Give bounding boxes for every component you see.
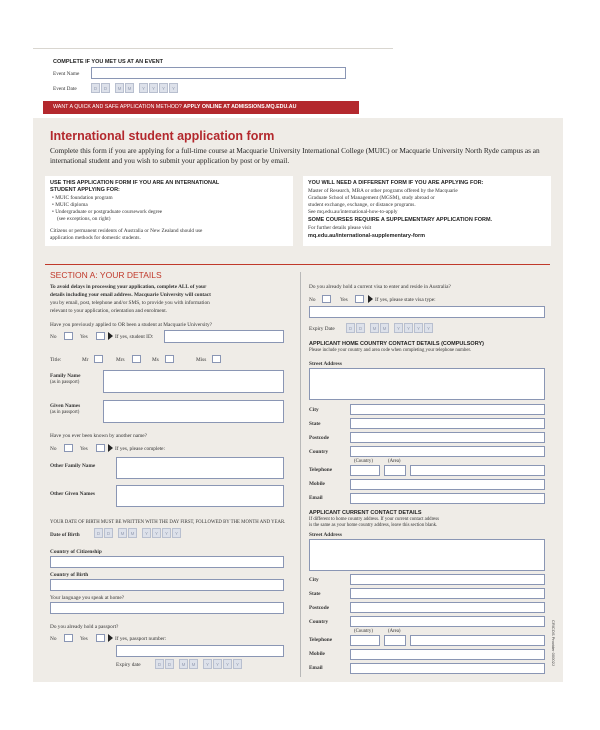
visa-type-label: If yes, please state visa type: [375,297,436,303]
passport-number-field[interactable] [116,645,284,657]
date-cell[interactable]: Y [152,528,161,538]
home-email-field[interactable] [350,493,545,504]
mobile-label: Mobile [309,481,325,487]
right-info-box [303,176,551,246]
if-yes-complete-label: If yes, please complete: [115,446,166,452]
current-phone-country-field[interactable] [350,635,380,646]
arrow-icon [368,295,373,303]
current-postcode-field[interactable] [350,602,545,613]
date-cell[interactable]: Y [223,659,232,669]
no-label: No [50,636,57,642]
date-cell[interactable]: D [104,528,113,538]
home-city-field[interactable] [350,404,545,415]
left-info-bullet: • Undergraduate or postgraduate coursework degree [52,209,163,215]
prev-applied-no-checkbox[interactable] [64,332,73,340]
ms-label: Ms [152,357,159,363]
date-cell[interactable]: M [115,83,124,93]
avoid-text: To avoid delays in processing your application, complete ALL of your [50,284,207,290]
provider-code: CRICOS Provider 00002J [551,620,556,666]
current-contact-note: is the same as your home country address, leave this section blank. [309,523,438,528]
street-address-label: Street Address [309,532,342,538]
date-cell[interactable]: M [380,323,389,333]
left-info-note1: Citizens or permanent residents of Australia or New Zealand should use [50,228,203,234]
right-info-heading: YOU WILL NEED A DIFFERENT FORM IF YOU ARE APPLYING FOR: [308,180,484,186]
date-cell[interactable]: Y [162,528,171,538]
section-rule [45,264,550,265]
other-given-names-label: Other Given Names [50,491,95,497]
left-info-note2: application methods for domestic students. [50,235,141,241]
column-divider [300,272,301,677]
email-label: Email [309,665,323,671]
home-contact-heading: APPLICANT HOME COUNTRY CONTACT DETAILS (COMPULSORY) [309,341,484,347]
event-name-label: Event Name [53,71,80,77]
banner-link[interactable]: APPLY ONLINE AT ADMISSIONS.MQ.EDU.AU [183,104,297,110]
date-cell[interactable]: M [370,323,379,333]
event-heading: COMPLETE IF YOU MET US AT AN EVENT [53,59,164,65]
top-divider [33,48,393,49]
passport-number-label: If yes, passport number: [115,636,167,642]
city-label: City [309,407,319,413]
date-cell[interactable]: Y [142,528,151,538]
right-info-link[interactable]: See mq.edu.au/international-how-to-apply [308,209,398,215]
city-label: City [309,577,319,583]
yes-label: Yes [340,297,348,303]
apply-online-banner[interactable] [43,101,359,114]
country-code-label: (Country) [354,459,373,464]
section-a-title: SECTION A: YOUR DETAILS [50,270,162,280]
left-info-box [45,176,293,246]
title-label: Title: [50,357,62,363]
visa-type-field[interactable] [309,306,545,318]
mrs-label: Mrs [116,357,125,363]
home-phone-number-field[interactable] [410,465,545,476]
date-cell[interactable]: Y [213,659,222,669]
current-phone-area-field[interactable] [384,635,406,646]
date-cell[interactable]: M [118,528,127,538]
date-cell[interactable]: M [189,659,198,669]
arrow-icon [108,332,113,340]
citizenship-label: Country of Citizenship [50,549,102,555]
dob-label: Date of Birth [50,532,80,538]
mobile-label: Mobile [309,651,325,657]
current-mobile-field[interactable] [350,649,545,660]
current-contact-note: If different to home country address. If your current contact address [309,517,440,522]
home-phone-country-field[interactable] [350,465,380,476]
date-cell[interactable]: M [179,659,188,669]
prev-applied-yes-checkbox[interactable] [96,332,105,340]
birth-country-field[interactable] [50,579,284,591]
current-email-field[interactable] [350,663,545,674]
country-label: Country [309,449,329,455]
home-street-address-field[interactable] [309,368,545,400]
date-cell[interactable]: Y [424,323,433,333]
home-country-field[interactable] [350,446,545,457]
banner-text: WANT A QUICK AND SAFE APPLICATION METHOD? [53,104,184,110]
form-title: International student application form [50,129,275,143]
given-names-field[interactable] [103,400,284,423]
date-cell[interactable]: Y [149,83,158,93]
home-phone-area-field[interactable] [384,465,406,476]
language-field[interactable] [50,602,284,614]
home-state-field[interactable] [350,418,545,429]
birth-country-label: Country of Birth [50,572,89,578]
date-cell[interactable]: D [346,323,355,333]
date-cell[interactable]: Y [169,83,178,93]
mr-label: Mr [82,357,89,363]
left-info-bullet: • MUIC foundation program [52,195,113,201]
other-given-names-field[interactable] [116,485,284,507]
passport-no-checkbox[interactable] [64,634,73,642]
language-label: Your language you speak at home? [50,595,125,601]
known-by-no-checkbox[interactable] [64,444,73,452]
current-country-field[interactable] [350,616,545,627]
date-cell[interactable]: D [155,659,164,669]
date-cell[interactable]: D [356,323,365,333]
title-ms-checkbox[interactable] [165,355,174,363]
postcode-label: Postcode [309,435,330,441]
miss-label: Miss [196,357,207,363]
event-date-label: Event Date [53,86,77,92]
area-code-label: (Area) [388,459,401,464]
dob-note: YOUR DATE OF BIRTH MUST BE WRITTEN WITH THE DAY FIRST, FOLLOWED BY THE MONTH AND YEAR. [50,520,286,525]
right-info-line: Master of Research, MBA or other programs offered by the Macquarie [308,188,458,194]
telephone-label: Telephone [309,467,333,473]
state-label: State [309,421,321,427]
event-name-field[interactable] [91,67,346,79]
left-info-heading1: USE THIS APPLICATION FORM IF YOU ARE AN INTERNATIONAL [50,180,220,186]
title-miss-checkbox[interactable] [212,355,221,363]
date-cell[interactable]: Y [404,323,413,333]
expiry-date-label: Expiry date [116,662,141,668]
date-cell[interactable]: M [125,83,134,93]
home-mobile-field[interactable] [350,479,545,490]
title-mrs-checkbox[interactable] [132,355,141,363]
telephone-label: Telephone [309,637,333,643]
current-phone-number-field[interactable] [410,635,545,646]
right-info-subheading: SOME COURSES REQUIRE A SUPPLEMENTARY APPLICATION FORM. [308,217,493,223]
given-names-sub: (as in passport) [50,410,80,415]
family-name-field[interactable] [103,370,284,393]
date-cell[interactable]: M [128,528,137,538]
right-info-link[interactable]: mq.edu.au/international-supplementary-form [308,233,426,239]
date-cell[interactable]: D [165,659,174,669]
home-contact-note: Please include your country and area code when completing your telephone number. [309,348,471,353]
other-family-name-label: Other Family Name [50,463,96,469]
country-code-label: (Country) [354,629,373,634]
left-info-bullet: • MUIC diploma [52,202,88,208]
current-state-field[interactable] [350,588,545,599]
street-address-label: Street Address [309,361,342,367]
state-label: State [309,591,321,597]
passport-yes-checkbox[interactable] [96,634,105,642]
date-cell[interactable]: D [101,83,110,93]
current-street-address-field[interactable] [309,539,545,571]
country-label: Country [309,619,329,625]
yes-label: Yes [80,334,88,340]
avoid-text: you by email, post, telephone and/or SMS, to provide you with information [50,300,210,306]
date-cell[interactable]: Y [394,323,403,333]
current-contact-heading: APPLICANT CURRENT CONTACT DETAILS [309,510,422,516]
title-mr-checkbox[interactable] [94,355,103,363]
right-info-line: Graduate School of Management (MGSM), study abroad or [308,195,435,201]
arrow-icon [108,634,113,642]
visa-no-checkbox[interactable] [322,295,331,303]
left-info-exception: (see exceptions, on right) [57,216,111,222]
arrow-icon [108,444,113,452]
citizenship-field[interactable] [50,556,284,568]
date-cell[interactable]: Y [159,83,168,93]
no-label: No [50,446,57,452]
date-cell[interactable]: Y [203,659,212,669]
avoid-text: details including your email address. Macquarie University will contact [50,292,211,298]
given-names-label: Given Names [50,403,81,409]
postcode-label: Postcode [309,605,330,611]
current-city-field[interactable] [350,574,545,585]
yes-label: Yes [80,636,88,642]
passport-question: Do you already hold a passport? [50,624,119,630]
visa-expiry-label: Expiry Date [309,326,335,332]
date-cell[interactable]: Y [139,83,148,93]
form-intro: Complete this form if you are applying for a full-time course at Macquarie University International College (MUIC) or Macquarie University North Ryde campus as an international student and you wish to submit your application by post or by email. [50,146,540,165]
home-postcode-field[interactable] [350,432,545,443]
left-info-heading2: STUDENT APPLYING FOR: [50,187,120,193]
date-cell[interactable]: D [94,528,103,538]
date-cell[interactable]: Y [233,659,242,669]
other-family-name-field[interactable] [116,457,284,479]
yes-label: Yes [80,446,88,452]
known-by-yes-checkbox[interactable] [96,444,105,452]
email-label: Email [309,495,323,501]
if-yes-id-label: If yes, student ID: [115,334,154,340]
right-info-line: student exchange, exchange, or distance programs. [308,202,416,208]
prev-applied-question: Have you previously applied to OR been a student at Macquarie University? [50,322,212,328]
family-name-label: Family Name [50,373,81,379]
known-by-question: Have you ever been known by another name? [50,433,147,439]
no-label: No [50,334,57,340]
date-cell[interactable]: Y [172,528,181,538]
avoid-text: relevant to your application, orientation and enrolment. [50,308,168,314]
student-id-field[interactable] [164,330,284,343]
visa-yes-checkbox[interactable] [355,295,364,303]
family-name-sub: (as in passport) [50,380,80,385]
visa-question: Do you already hold a current visa to enter and reside in Australia? [309,284,451,290]
date-cell[interactable]: D [91,83,100,93]
right-info-line: For further details please visit [308,225,372,231]
date-cell[interactable]: Y [414,323,423,333]
no-label: No [309,297,316,303]
area-code-label: (Area) [388,629,401,634]
